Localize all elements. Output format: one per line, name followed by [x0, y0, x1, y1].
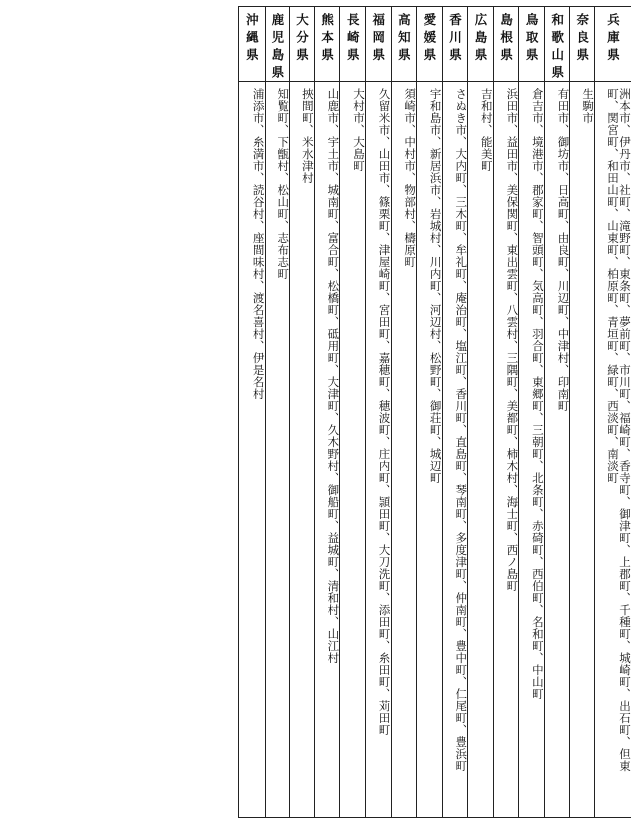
municipality-cell	[494, 82, 519, 817]
prefecture-cell	[468, 7, 493, 82]
prefecture-cell	[315, 7, 340, 82]
municipality-list: 生駒市	[581, 88, 596, 124]
municipality-list: さぬき市、大内町、三木町、牟礼町、庵治町、塩江町、香川町、直島町、琴南町、多度津町、仲南町、豊中町、仁尾町、豊浜町	[454, 88, 469, 772]
prefecture-cell	[443, 7, 468, 82]
prefecture-column	[417, 7, 443, 817]
municipality-cell	[366, 82, 391, 817]
prefecture-column	[519, 7, 545, 817]
municipality-list: 大村市、大島町	[351, 88, 366, 172]
municipality-table	[238, 6, 631, 818]
prefecture-name: 島根県	[498, 13, 514, 66]
prefecture-cell	[239, 7, 265, 82]
prefecture-column	[290, 7, 315, 817]
municipality-cell	[595, 82, 631, 817]
municipality-cell	[315, 82, 340, 817]
prefecture-name: 福岡県	[370, 13, 386, 66]
prefecture-cell	[494, 7, 519, 82]
prefecture-cell	[290, 7, 314, 82]
prefecture-column	[468, 7, 494, 817]
prefecture-cell	[519, 7, 544, 82]
prefecture-column	[266, 7, 291, 817]
municipality-cell	[290, 82, 314, 817]
municipality-cell	[519, 82, 544, 817]
prefecture-column	[443, 7, 469, 817]
prefecture-column	[392, 7, 418, 817]
prefecture-name: 沖縄県	[244, 13, 260, 66]
prefecture-cell	[417, 7, 442, 82]
municipality-cell	[570, 82, 594, 817]
prefecture-cell	[266, 7, 290, 82]
municipality-list: 挾間町、米水津村	[300, 88, 315, 184]
prefecture-name: 鹿児島県	[269, 13, 285, 83]
prefecture-column	[340, 7, 366, 817]
municipality-cell	[443, 82, 468, 817]
municipality-list: 有田市、御坊市、日高町、由良町、川辺町、中津村、印南町	[556, 88, 571, 412]
prefecture-name: 長崎県	[345, 13, 361, 66]
prefecture-column	[545, 7, 571, 817]
prefecture-name: 香川県	[447, 13, 463, 66]
prefecture-cell	[570, 7, 594, 82]
prefecture-name: 高知県	[396, 13, 412, 66]
municipality-cell	[392, 82, 417, 817]
prefecture-name: 兵庫県	[605, 13, 621, 66]
municipality-cell	[340, 82, 365, 817]
municipality-cell	[417, 82, 442, 817]
prefecture-name: 愛媛県	[421, 13, 437, 66]
municipality-list: 町、関宮町、和田山町、山東町、柏原町、青垣町、緑町、西淡町、南淡町	[606, 88, 620, 484]
prefecture-cell	[545, 7, 570, 82]
municipality-cell	[266, 82, 290, 817]
prefecture-column	[494, 7, 520, 817]
prefecture-column	[239, 7, 266, 817]
municipality-cell	[468, 82, 493, 817]
prefecture-name: 和歌山県	[549, 13, 565, 83]
municipality-list: 知覧町、下甑村、松山町、志布志町	[276, 88, 291, 280]
prefecture-name: 奈良県	[574, 13, 590, 66]
prefecture-column	[315, 7, 341, 817]
municipality-list: 浦添市、糸満市、読谷村、座間味村、渡名喜村、伊是名村	[251, 88, 266, 400]
prefecture-column	[366, 7, 392, 817]
municipality-list: 須崎市、中村市、物部村、檮原町	[403, 88, 418, 268]
prefecture-cell	[595, 7, 631, 82]
municipality-cell	[239, 82, 265, 817]
prefecture-column	[595, 7, 631, 817]
municipality-list: 浜田市、益田市、美保関町、東出雲町、八雲村、三隅町、美都町、柿木村、海士町、西ノ島町	[505, 88, 520, 592]
municipality-list: 倉吉市、境港市、郡家町、智頭町、気高町、羽合町、東郷町、三朝町、北条町、赤碕町、西伯町、名和町、中山町	[530, 88, 545, 700]
prefecture-cell	[366, 7, 391, 82]
municipality-list: 吉和村、能美町	[479, 88, 494, 172]
prefecture-cell	[392, 7, 417, 82]
prefecture-name: 大分県	[294, 13, 310, 66]
prefecture-cell	[340, 7, 365, 82]
prefecture-name: 鳥取県	[524, 13, 540, 66]
prefecture-name: 広島県	[473, 13, 488, 66]
municipality-list: 山鹿市、宇土市、城南町、富合町、松橋町、砥用町、大津町、久木野村、御船町、益城町、清和村、山江村	[326, 88, 341, 664]
prefecture-name: 熊本県	[319, 13, 335, 66]
municipality-list: 久留米市、山田市、篠栗町、津屋崎町、宮田町、嘉穂町、穂波町、庄内町、頴田町、大刀洗町、添田町、糸田町、苅田町	[377, 88, 392, 736]
prefecture-column	[570, 7, 595, 817]
municipality-cell	[545, 82, 570, 817]
municipality-list: 洲本市、伊丹市、社町、滝野町、東条町、夢前町、市川町、福崎町、香寺町、御津町、上郡町、千種町、城崎町、出石町、但東	[618, 88, 632, 772]
municipality-list: 宇和島市、新居浜市、岩城村、川内町、河辺村、松野町、御荘町、城辺町	[428, 88, 443, 484]
